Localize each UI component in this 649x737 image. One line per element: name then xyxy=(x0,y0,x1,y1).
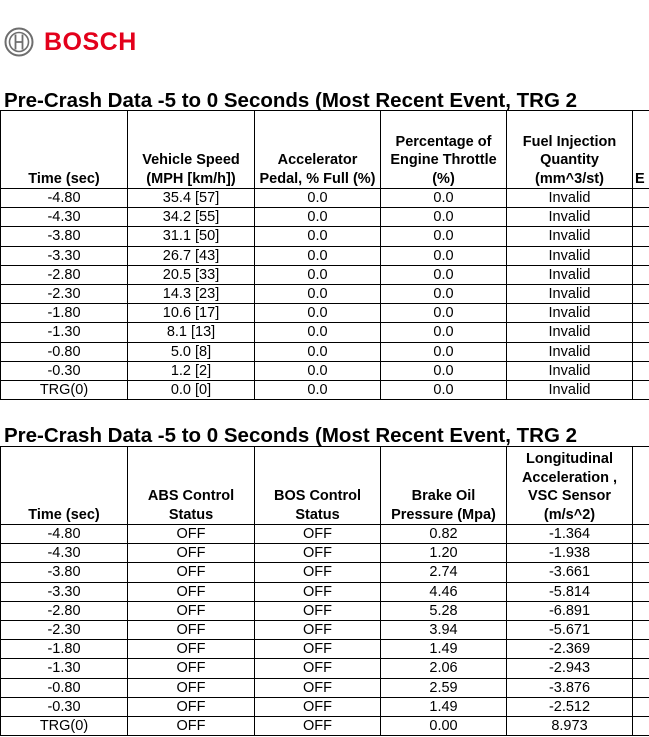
table-cell: 31.1 [50] xyxy=(128,227,255,246)
table-row xyxy=(1,678,649,697)
table-cell: -0.80 xyxy=(1,678,128,697)
table-cell: -1.80 xyxy=(1,640,128,659)
table-cell-truncated xyxy=(633,342,649,361)
table-cell: Invalid xyxy=(507,246,633,265)
table-cell: OFF xyxy=(128,678,255,697)
table-cell: OFF xyxy=(128,659,255,678)
table-cell: 10.6 [17] xyxy=(128,304,255,323)
table-row xyxy=(1,621,649,640)
header-brake-oil-pressure: Brake Oil Pressure (Mpa) xyxy=(381,447,507,525)
pre-crash-table-2 xyxy=(0,446,649,736)
table-row xyxy=(1,227,649,246)
table-cell: OFF xyxy=(255,678,381,697)
table-cell: Invalid xyxy=(507,189,633,208)
table-cell: 0.00 xyxy=(381,717,507,736)
table-cell-truncated xyxy=(633,601,649,620)
table-cell: 0.0 xyxy=(255,323,381,342)
table-cell: OFF xyxy=(255,640,381,659)
table-cell-truncated xyxy=(633,189,649,208)
table-cell: -3.30 xyxy=(1,582,128,601)
table-row xyxy=(1,582,649,601)
table-row xyxy=(1,544,649,563)
table-cell: -4.30 xyxy=(1,208,128,227)
bosch-armature-icon xyxy=(4,27,34,57)
table-cell: Invalid xyxy=(507,342,633,361)
table-cell: 14.3 [23] xyxy=(128,285,255,304)
table-cell: -0.80 xyxy=(1,342,128,361)
table-cell: -2.943 xyxy=(507,659,633,678)
table-cell: -1.30 xyxy=(1,323,128,342)
table-cell: 0.0 xyxy=(381,285,507,304)
header-abs-control: ABS Control Status xyxy=(128,447,255,525)
table-cell: 0.0 xyxy=(255,208,381,227)
table-cell: -5.814 xyxy=(507,582,633,601)
table-row xyxy=(1,304,649,323)
table-cell: 5.28 xyxy=(381,601,507,620)
table-cell: 8.973 xyxy=(507,717,633,736)
table-cell: 2.06 xyxy=(381,659,507,678)
table-cell: -3.80 xyxy=(1,227,128,246)
table1-title: Pre-Crash Data -5 to 0 Seconds (Most Recent Event, TRG 2 xyxy=(4,89,577,112)
table-row xyxy=(1,563,649,582)
table-cell: 0.0 xyxy=(381,189,507,208)
table-cell-truncated xyxy=(633,361,649,380)
table-cell: OFF xyxy=(128,697,255,716)
table-cell: Invalid xyxy=(507,208,633,227)
table-cell: 5.0 [8] xyxy=(128,342,255,361)
table-cell: 0.0 xyxy=(255,246,381,265)
table-cell: Invalid xyxy=(507,227,633,246)
table-cell: OFF xyxy=(255,621,381,640)
table-row xyxy=(1,381,649,400)
table-cell: OFF xyxy=(255,601,381,620)
table-cell: OFF xyxy=(128,544,255,563)
table-cell: 3.94 xyxy=(381,621,507,640)
table-cell-truncated xyxy=(633,678,649,697)
table-cell: Invalid xyxy=(507,285,633,304)
table-cell: 0.0 xyxy=(381,227,507,246)
table-cell-truncated xyxy=(633,544,649,563)
table-cell-truncated xyxy=(633,621,649,640)
table-cell: -4.80 xyxy=(1,189,128,208)
table-cell: OFF xyxy=(255,525,381,544)
table-cell-truncated xyxy=(633,227,649,246)
table-row xyxy=(1,189,649,208)
table-cell: -1.30 xyxy=(1,659,128,678)
table-cell: -2.80 xyxy=(1,601,128,620)
table-row xyxy=(1,697,649,716)
table-cell: 4.46 xyxy=(381,582,507,601)
table-cell: 0.0 xyxy=(255,285,381,304)
table-row xyxy=(1,717,649,736)
table-cell: 0.0 xyxy=(381,208,507,227)
table-cell: 0.0 xyxy=(381,323,507,342)
table-cell: 1.20 xyxy=(381,544,507,563)
table-cell: TRG(0) xyxy=(1,717,128,736)
table-cell: -1.364 xyxy=(507,525,633,544)
table-cell-truncated xyxy=(633,208,649,227)
table-cell: OFF xyxy=(255,582,381,601)
table-cell: OFF xyxy=(128,601,255,620)
table-cell-truncated xyxy=(633,323,649,342)
table-cell: -3.876 xyxy=(507,678,633,697)
header-fuel-injection: Fuel Injection Quantity (mm^3/st) xyxy=(507,111,633,189)
table-cell: 2.74 xyxy=(381,563,507,582)
table-cell: 1.2 [2] xyxy=(128,361,255,380)
pre-crash-table-1 xyxy=(0,110,649,400)
table-cell: 34.2 [55] xyxy=(128,208,255,227)
table-cell: -4.30 xyxy=(1,544,128,563)
table-cell: -0.30 xyxy=(1,361,128,380)
header-bos-control: BOS Control Status xyxy=(255,447,381,525)
table2-title: Pre-Crash Data -5 to 0 Seconds (Most Recent Event, TRG 2 xyxy=(4,424,577,447)
table-cell: 0.0 xyxy=(381,265,507,284)
header-longitudinal-acceleration: Longitudinal Acceleration , VSC Sensor (m/s^2) xyxy=(507,447,633,525)
table-cell: OFF xyxy=(128,563,255,582)
header-time: Time (sec) xyxy=(1,447,128,525)
table-cell: Invalid xyxy=(507,304,633,323)
table-cell: 0.0 xyxy=(255,342,381,361)
header-time: Time (sec) xyxy=(1,111,128,189)
table-row xyxy=(1,323,649,342)
table-cell: 0.82 xyxy=(381,525,507,544)
table-cell: OFF xyxy=(255,563,381,582)
table-cell: OFF xyxy=(128,640,255,659)
table-cell: OFF xyxy=(255,544,381,563)
table-row xyxy=(1,525,649,544)
table1-header-row xyxy=(1,111,649,189)
table-cell: 0.0 xyxy=(381,381,507,400)
table-cell-truncated xyxy=(633,717,649,736)
table-cell: 0.0 [0] xyxy=(128,381,255,400)
table-cell: 0.0 xyxy=(381,342,507,361)
table-row xyxy=(1,342,649,361)
table-cell: 0.0 xyxy=(255,227,381,246)
table-cell-truncated xyxy=(633,381,649,400)
header-vehicle-speed: Vehicle Speed (MPH [km/h]) xyxy=(128,111,255,189)
table-cell-truncated xyxy=(633,659,649,678)
table-cell: -4.80 xyxy=(1,525,128,544)
bosch-logo xyxy=(4,27,137,57)
table-cell: Invalid xyxy=(507,361,633,380)
table-cell: 20.5 [33] xyxy=(128,265,255,284)
brand-name: BOSCH xyxy=(44,27,137,56)
table-row xyxy=(1,659,649,678)
table-cell: -3.30 xyxy=(1,246,128,265)
table-row xyxy=(1,601,649,620)
table2-header-row xyxy=(1,447,649,525)
table-cell: 0.0 xyxy=(255,381,381,400)
table-cell: -0.30 xyxy=(1,697,128,716)
table-row xyxy=(1,208,649,227)
table-cell: 2.59 xyxy=(381,678,507,697)
header-engine-throttle: Percentage of Engine Throttle (%) xyxy=(381,111,507,189)
table-cell: -2.80 xyxy=(1,265,128,284)
table-cell-truncated xyxy=(633,582,649,601)
table-cell: -2.369 xyxy=(507,640,633,659)
table-cell-truncated xyxy=(633,304,649,323)
table-cell: OFF xyxy=(255,717,381,736)
table-cell: 35.4 [57] xyxy=(128,189,255,208)
table-cell: 0.0 xyxy=(255,189,381,208)
table-cell-truncated xyxy=(633,640,649,659)
table-cell: Invalid xyxy=(507,323,633,342)
header-truncated: E xyxy=(633,111,649,189)
table-row xyxy=(1,265,649,284)
table-cell: OFF xyxy=(128,621,255,640)
table-cell: OFF xyxy=(255,659,381,678)
table-cell: 0.0 xyxy=(381,361,507,380)
table-cell: OFF xyxy=(128,525,255,544)
table-cell: OFF xyxy=(128,582,255,601)
table-cell-truncated xyxy=(633,697,649,716)
table-cell: TRG(0) xyxy=(1,381,128,400)
table-cell: 0.0 xyxy=(255,304,381,323)
table-cell-truncated xyxy=(633,265,649,284)
table-cell: -3.80 xyxy=(1,563,128,582)
table-cell-truncated xyxy=(633,563,649,582)
table-cell-truncated xyxy=(633,285,649,304)
table-cell: 1.49 xyxy=(381,697,507,716)
table-cell: 0.0 xyxy=(381,304,507,323)
table-cell: 0.0 xyxy=(255,361,381,380)
table-cell-truncated xyxy=(633,246,649,265)
table-cell: OFF xyxy=(128,717,255,736)
table-cell: 26.7 [43] xyxy=(128,246,255,265)
table-row xyxy=(1,285,649,304)
table-cell: -2.30 xyxy=(1,285,128,304)
table-cell: 0.0 xyxy=(381,246,507,265)
table-cell: Invalid xyxy=(507,265,633,284)
header-accelerator-pedal: Accelerator Pedal, % Full (%) xyxy=(255,111,381,189)
table-cell: -5.671 xyxy=(507,621,633,640)
table-row xyxy=(1,246,649,265)
header-truncated xyxy=(633,447,649,525)
table-cell: -1.80 xyxy=(1,304,128,323)
table-cell: OFF xyxy=(255,697,381,716)
table-cell: -1.938 xyxy=(507,544,633,563)
table-cell: 1.49 xyxy=(381,640,507,659)
table-cell: -6.891 xyxy=(507,601,633,620)
table-cell: 8.1 [13] xyxy=(128,323,255,342)
table-row xyxy=(1,640,649,659)
table-cell-truncated xyxy=(633,525,649,544)
table-cell: -2.30 xyxy=(1,621,128,640)
table-cell: -3.661 xyxy=(507,563,633,582)
table-cell: Invalid xyxy=(507,381,633,400)
table-cell: 0.0 xyxy=(255,265,381,284)
table-row xyxy=(1,361,649,380)
table-cell: -2.512 xyxy=(507,697,633,716)
